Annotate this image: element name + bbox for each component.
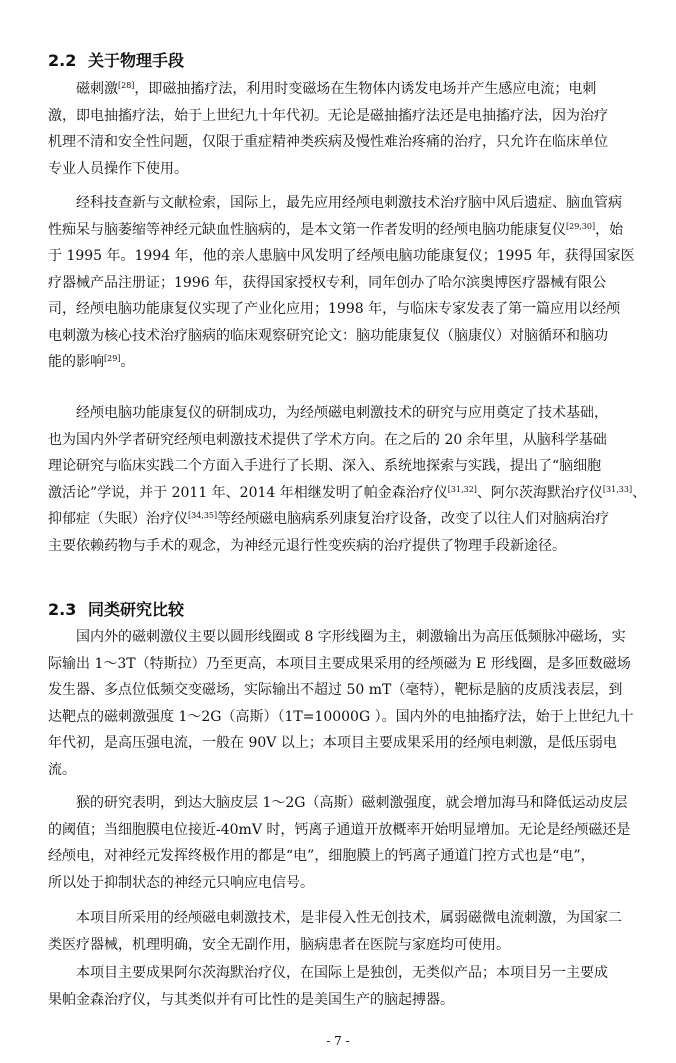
text-run: 理论研究与临床实践二个方面入手进行了长期、深入、系统地探索与实践，提出了“脑细胞: [48, 458, 602, 474]
text-line: [48, 156, 628, 183]
text-run: 果帕金森治疗仪，与其类似并有可比性的是美国生产的脑起搏器。: [48, 991, 454, 1008]
text-run: 专业人员操作下使用。: [48, 160, 188, 177]
text-run: 、阿尔茨海默治疗仪: [476, 484, 603, 501]
citation-ref: [31,32]: [447, 484, 477, 494]
paragraph: [48, 905, 628, 958]
text-line: [48, 932, 628, 959]
citation-ref: [31,33]: [602, 484, 633, 494]
text-run: 、: [632, 484, 647, 501]
text-run: 的阈值；当细胞膜电位接近-40mV 时，钙离子通道开放概率开始明显增加。无论是经颅磁还是: [48, 821, 631, 838]
text-run: 年代初，是高压强电流，一般在 90V 以上；本项目主要成果采用的经颅电刺激，是低压弱电: [48, 735, 617, 751]
section-heading-2-2: [48, 48, 184, 71]
text-line: [48, 506, 628, 533]
text-run: 抑郁症（失眠）治疗仪: [48, 511, 188, 527]
text-run: 猴的研究表明，到达大脑皮层 1～2G（高斯）磁刺激强度，就会增加海马和降低运动皮层: [76, 795, 628, 811]
text-run: ，始: [595, 221, 624, 238]
citation-ref: [29]: [104, 354, 121, 363]
paragraph: [48, 76, 628, 182]
text-line: [48, 533, 628, 560]
text-run: 经科技查新与文献检索，国际上，最先应用经颅电刺激技术治疗脑中风后遗症、脑血管病: [76, 195, 622, 211]
text-line: [48, 270, 628, 297]
text-line: [48, 960, 628, 987]
paragraph: [48, 960, 628, 1013]
citation-ref: [34,35]: [188, 511, 218, 520]
paragraph: [48, 624, 634, 783]
paragraph: [48, 190, 635, 376]
text-run: 激活论”学说，并于 2011 年、2014 年相继发明了帕金森治疗仪: [48, 484, 448, 501]
citation-ref: [29,30]: [566, 221, 596, 231]
text-line: [48, 817, 631, 844]
text-run: 本项目所采用的经颅磁电刺激技术，是非侵入性无创技术，属弱磁微电流刺激，为国家二: [76, 910, 622, 926]
section-number: 2.3: [48, 600, 77, 619]
text-line: [48, 677, 628, 704]
text-line: [48, 651, 631, 678]
text-line: [48, 453, 628, 480]
text-run: 际输出 1～3T（特斯拉）乃至更高，本项目主要成果采用的经颅磁为 E 形线圈，是多匝数磁场: [48, 655, 631, 672]
text-run: 发生器、多点位低频交变磁场，实际输出不超过 50 mT（毫特），靶标是脑的皮质浅表层，到: [48, 682, 623, 698]
paragraph: [48, 400, 647, 559]
text-run: 达靶点的磁刺激强度 1～2G（高斯）（1T=10000G ）。国内外的电抽搐疗法，始于上世纪九十: [48, 708, 634, 725]
text-line: [48, 843, 628, 870]
section-number: 2.2: [48, 51, 77, 70]
text-line: [48, 243, 635, 270]
section-title: 同类研究比较: [88, 600, 185, 619]
text-line: [48, 400, 628, 427]
text-run: ，即磁抽搐疗法，利用时变磁场在生物体内诱发电场并产生感应电流；电刺: [134, 81, 597, 97]
text-run: 也为国内外学者研究经颅电刺激技术提供了学术方向。在之后的 20 余年里，从脑科学基础: [48, 431, 607, 448]
text-run: 疗器械产品注册证；1996 年，获得国家授权专利，同年创办了哈尔滨奥博医疗器械有限公: [48, 274, 607, 291]
paragraph: [48, 790, 631, 896]
text-line: [48, 624, 628, 651]
text-line: [48, 76, 628, 103]
text-run: 类医疗器械，机理明确，安全无副作用，脑病患者在医院与家庭均可使用。: [48, 936, 510, 953]
text-run: 性痴呆与脑萎缩等神经元缺血性脑病的，是本文第一作者发明的经颅电脑功能康复仪: [48, 221, 566, 238]
section-title: 关于物理手段: [88, 51, 185, 70]
text-line: [48, 103, 628, 130]
text-line: [48, 190, 628, 217]
text-run: 本项目主要成果阿尔茨海默治疗仪，在国际上是独创，无类似产品；本项目另一主要成: [76, 965, 608, 981]
text-line: [48, 349, 628, 376]
text-line: [48, 905, 628, 932]
text-run: 司，经颅电脑功能康复仪实现了产业化应用；1998 年，与临床专家发表了第一篇应用以经颅: [48, 301, 621, 317]
citation-ref: [28]: [118, 81, 135, 90]
text-line: [48, 217, 628, 244]
section-heading-2-3: [48, 597, 184, 620]
text-run: 所以处于抑制状态的神经元只响应电信号。: [48, 874, 314, 891]
text-run: 经颅电，对神经元发挥终极作用的都是“电”，细胞膜上的钙离子通道门控方式也是“电”，: [48, 848, 595, 864]
text-line: [48, 704, 634, 731]
text-line: [48, 730, 628, 757]
text-line: [48, 129, 628, 156]
text-run: 能的影响: [48, 354, 104, 370]
text-line: [48, 870, 628, 897]
text-run: 国内外的磁刺激仪主要以圆形线圈或 8 字形线圈为主，刺激输出为高压低频脉冲磁场，实: [76, 629, 626, 645]
text-run: 机理不清和安全性问题，仅限于重症精神类疾病及慢性难治疼痛的治疗，只允许在临床单位: [48, 134, 608, 150]
text-line: [48, 757, 628, 784]
text-run: 经颅电脑功能康复仪的研制成功，为经颅磁电刺激技术的研究与应用奠定了技术基础，: [76, 405, 608, 421]
text-line: [48, 480, 647, 507]
text-run: 等经颅磁电脑病系列康复治疗设备，改变了以往人们对脑病治疗: [217, 511, 610, 527]
text-run: 激，即电抽搐疗法，始于上世纪九十年代初。无论是磁抽搐疗法还是电抽搐疗法，因为治疗: [48, 107, 608, 124]
text-run: 于 1995 年。1994 年，他的亲人患脑中风发明了经颅电脑功能康复仪；1995 年，获得国家医: [48, 248, 635, 264]
text-line: [48, 987, 628, 1014]
text-line: [48, 790, 628, 817]
page-number: - 7 -: [326, 1034, 350, 1048]
text-run: 磁刺激: [76, 81, 118, 97]
text-run: 。: [120, 354, 135, 370]
text-run: 流。: [48, 761, 76, 778]
text-run: 电刺激为核心技术治疗脑病的临床观察研究论文：脑功能康复仪（脑康仪）对脑循环和脑功: [48, 327, 608, 344]
text-line: [48, 323, 628, 350]
text-line: [48, 296, 628, 323]
text-run: 主要依赖药物与手术的观念，为神经元退行性变疾病的治疗提供了物理手段新途径。: [48, 537, 566, 554]
text-line: [48, 427, 628, 454]
